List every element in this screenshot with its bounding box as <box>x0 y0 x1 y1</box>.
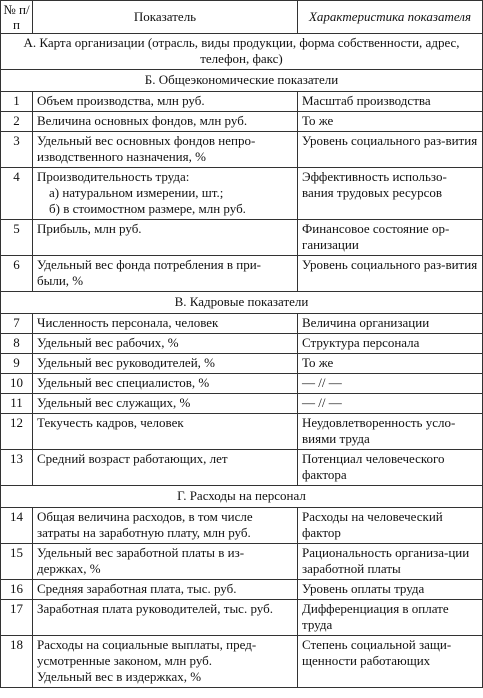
table-row <box>1 414 483 450</box>
indicator-text: Текучесть кадров, человек <box>37 415 184 430</box>
section-title: Б. Общеэкономические показатели <box>1 70 483 92</box>
table-row <box>1 220 483 256</box>
row-number: 11 <box>1 394 33 414</box>
row-number: 5 <box>1 220 33 256</box>
indicator-text: Заработная плата руководителей, тыс. руб. <box>37 601 273 616</box>
indicator-text: Удельный вес фонда потребления в при-были, % <box>37 257 261 288</box>
table-row <box>1 256 483 292</box>
row-indicator <box>33 334 298 354</box>
row-indicator <box>33 636 298 688</box>
row-characteristic: Степень социальной защи-щенности работающих <box>298 636 483 688</box>
section-row <box>1 70 483 92</box>
indicator-text: Объем производства, млн руб. <box>37 93 205 108</box>
header-characteristic: Характеристика показателя <box>298 1 483 34</box>
indicator-text: Численность персонала, человек <box>37 315 219 330</box>
row-indicator <box>33 132 298 168</box>
row-characteristic: То же <box>298 112 483 132</box>
row-characteristic: Структура персонала <box>298 334 483 354</box>
row-characteristic: — // — <box>298 374 483 394</box>
header-row <box>1 1 483 34</box>
row-number: 10 <box>1 374 33 394</box>
row-characteristic: Потенциал человеческого фактора <box>298 450 483 486</box>
section-title: В. Кадровые показатели <box>1 292 483 314</box>
row-characteristic: Расходы на человеческий фактор <box>298 508 483 544</box>
row-number: 3 <box>1 132 33 168</box>
row-number: 14 <box>1 508 33 544</box>
row-number: 2 <box>1 112 33 132</box>
indicator-text: Удельный вес специалистов, % <box>37 375 210 390</box>
row-characteristic: То же <box>298 354 483 374</box>
header-num: № п/п <box>1 1 33 34</box>
indicator-extra: Удельный вес в издержках, % <box>37 669 202 684</box>
row-number: 18 <box>1 636 33 688</box>
row-characteristic: Дифференциация в оплате труда <box>298 600 483 636</box>
table-row <box>1 132 483 168</box>
row-characteristic: Масштаб производства <box>298 92 483 112</box>
indicator-subitem: б) в стоимостном размере, млн руб. <box>49 201 246 216</box>
row-number: 15 <box>1 544 33 580</box>
row-characteristic: Эффективность использо-вания трудовых ресурсов <box>298 168 483 220</box>
row-indicator <box>33 256 298 292</box>
row-number: 7 <box>1 314 33 334</box>
row-characteristic: Финансовое состояние ор-ганизации <box>298 220 483 256</box>
table-row <box>1 544 483 580</box>
indicator-text: Общая величина расходов, в том числе затраты на заработную плату, млн руб. <box>37 509 253 540</box>
row-indicator <box>33 394 298 414</box>
row-characteristic: Неудовлетворенность усло-виями труда <box>298 414 483 450</box>
section-title: Г. Расходы на персонал <box>1 486 483 508</box>
table-row <box>1 334 483 354</box>
indicator-text: Прибыль, млн руб. <box>37 221 142 236</box>
row-number: 12 <box>1 414 33 450</box>
header-indicator: Показатель <box>33 1 298 34</box>
indicator-text: Расходы на социальные выплаты, пред-усмотренные законом, млн руб. <box>37 637 257 668</box>
section-a-title: А. Карта организации (отрасль, виды продукции, форма собственности, адрес, телефон, факс) <box>1 34 483 70</box>
row-indicator <box>33 220 298 256</box>
table-row <box>1 354 483 374</box>
row-number: 17 <box>1 600 33 636</box>
indicator-text: Удельный вес служащих, % <box>37 395 191 410</box>
row-number: 16 <box>1 580 33 600</box>
table-row <box>1 92 483 112</box>
indicator-text: Средняя заработная плата, тыс. руб. <box>37 581 237 596</box>
row-number: 13 <box>1 450 33 486</box>
row-indicator <box>33 580 298 600</box>
row-number: 9 <box>1 354 33 374</box>
row-indicator <box>33 92 298 112</box>
row-indicator <box>33 314 298 334</box>
section-a-row <box>1 34 483 70</box>
indicator-subitem: а) натуральном измерении, шт.; <box>49 185 224 200</box>
row-characteristic: Рациональность организа-ции заработной платы <box>298 544 483 580</box>
row-indicator <box>33 508 298 544</box>
indicator-text: Величина основных фондов, млн руб. <box>37 113 248 128</box>
indicator-text: Удельный вес рабочих, % <box>37 335 179 350</box>
row-indicator <box>33 168 298 220</box>
row-indicator <box>33 544 298 580</box>
row-number: 4 <box>1 168 33 220</box>
row-characteristic: Уровень оплаты труда <box>298 580 483 600</box>
table-row <box>1 314 483 334</box>
row-indicator <box>33 450 298 486</box>
row-indicator <box>33 112 298 132</box>
row-indicator <box>33 600 298 636</box>
indicator-text: Средний возраст работающих, лет <box>37 451 228 466</box>
table-row <box>1 112 483 132</box>
row-characteristic: Величина организации <box>298 314 483 334</box>
table-row <box>1 508 483 544</box>
indicator-text: Удельный вес руководителей, % <box>37 355 215 370</box>
table-row <box>1 394 483 414</box>
indicator-text: Удельный вес заработной платы в из-держках, % <box>37 545 245 576</box>
row-characteristic: Уровень социального раз-вития <box>298 132 483 168</box>
table-row <box>1 374 483 394</box>
row-characteristic: — // — <box>298 394 483 414</box>
table-row <box>1 636 483 688</box>
table-row <box>1 600 483 636</box>
row-number: 8 <box>1 334 33 354</box>
table-row <box>1 580 483 600</box>
indicator-text: Удельный вес основных фондов непро-изводственного назначения, % <box>37 133 256 164</box>
table-row <box>1 450 483 486</box>
row-number: 1 <box>1 92 33 112</box>
indicator-text: Производительность труда: <box>37 169 190 184</box>
row-indicator <box>33 354 298 374</box>
row-indicator <box>33 414 298 450</box>
row-number: 6 <box>1 256 33 292</box>
row-characteristic: Уровень социального раз-вития <box>298 256 483 292</box>
table-row <box>1 168 483 220</box>
row-indicator <box>33 374 298 394</box>
section-row <box>1 486 483 508</box>
section-row <box>1 292 483 314</box>
